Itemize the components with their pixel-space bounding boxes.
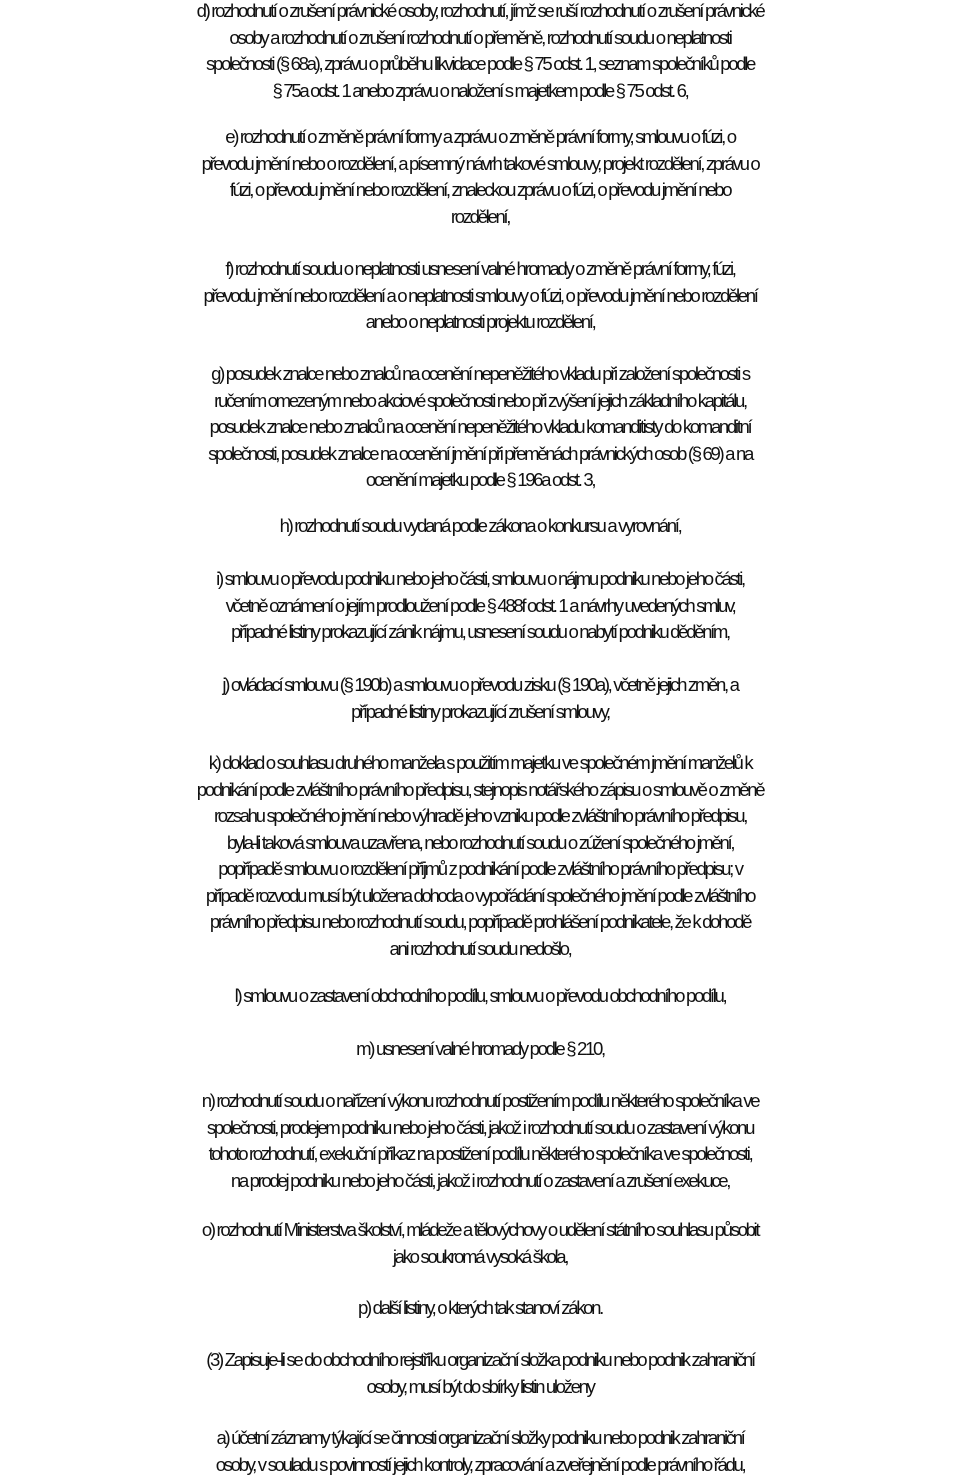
paragraph-k — [0, 750, 960, 962]
text-line: převodu jmění nebo rozdělení a o neplatnosti smlouvy o fúzi, o převodu jmění nebo rozdělení — [203, 284, 757, 306]
text-line: včetně oznámení o jejím prodloužení podle § 488f odst. 1 a návrhy uvedených smluv, — [225, 594, 735, 616]
text-line: (3) Zapisuje-li se do obchodního rejstříku organizační složka podniku nebo podnik zahraniční — [206, 1349, 754, 1370]
text-line: k) doklad o souhlasu druhého manžela s použitím majetku ve společném jmění manželů k — [208, 752, 752, 773]
paragraph-g — [0, 361, 960, 494]
text-line: j) ovládací smlouvu (§ 190b) a smlouvu o převodu zisku (§ 190a), včetně jejich změn, a — [222, 674, 738, 695]
paragraph-h — [0, 513, 960, 540]
text-line: anebo o neplatnosti projektu rozdělení, — [365, 311, 595, 332]
text-line: n) rozhodnutí soudu o nařízení výkonu rozhodnutí postižením podílu některého společníka ve — [201, 1090, 759, 1111]
paragraph-d — [0, 0, 960, 104]
text-line: m) usnesení valné hromady podle § 210, — [356, 1038, 604, 1059]
text-line: l) smlouvu o zastavení obchodního podílu, smlouvu o převodu obchodního podílu, — [234, 985, 726, 1006]
text-line: ručením omezeným nebo akciové společnosti nebo při zvýšení jejich základního kapitálu, — [214, 389, 746, 411]
text-line: převodu jmění nebo o rozdělení, a písemný návrh takové smlouvy, projekt rozdělení, zprávu o — [201, 152, 759, 174]
text-line: § 75a odst. 1 anebo zprávu o naložení s majetkem podle § 75 odst. 6, — [272, 79, 688, 101]
text-line: osoby a rozhodnutí o zrušení rozhodnutí o přeměně, rozhodnutí soudu o neplatnosti — [229, 26, 731, 48]
paragraph-section-3 — [0, 1347, 960, 1400]
text-line: rozsahu společného jmění nebo výhradě jeho vzniku podle zvláštního právního předpisu, — [213, 805, 747, 826]
text-line: f) rozhodnutí soudu o neplatnosti usnesení valné hromady o změně právní formy, fúzi, — [225, 258, 735, 279]
paragraph-e — [0, 124, 960, 230]
text-line: na prodej podniku nebo jeho části, jakož i rozhodnutí o zastavení a zrušení exekuce, — [230, 1169, 730, 1191]
text-line: popřípadě smlouvu o rozdělení příjmů z podnikání podle zvláštního právního předpisu; v — [218, 858, 742, 879]
paragraph-n — [0, 1088, 960, 1194]
paragraph-j — [0, 672, 960, 725]
paragraph-m — [0, 1036, 960, 1063]
paragraph-i — [0, 566, 960, 646]
text-line: e) rozhodnutí o změně právní formy a zprávu o změně právní formy, smlouvu o fúzi, o — [225, 126, 735, 147]
paragraph-f — [0, 256, 960, 336]
text-line: h) rozhodnutí soudu vydaná podle zákona o konkursu a vyrovnání, — [279, 515, 681, 536]
text-line: osoby, v souladu s povinností jejich kontroly, zpracování a zveřejnění podle právního řádu, — [215, 1453, 745, 1475]
paragraph-l — [0, 983, 960, 1010]
text-line: byla-li taková smlouva uzavřena, nebo rozhodnutí soudu o zúžení společného jmění, — [226, 831, 734, 853]
text-line: společnosti, prodejem podniku nebo jeho části, jakož i rozhodnutí soudu o zastavení výkonu — [206, 1116, 754, 1138]
text-line: tohoto rozhodnutí, exekuční příkaz na postižení podílu některého společníka ve společnosti, — [208, 1143, 752, 1164]
text-line: p) další listiny, o kterých tak stanoví zákon. — [358, 1297, 602, 1318]
text-line: společnosti, posudek znalce na ocenění jmění při přeměnách právnických osob (§ 69) a na — [208, 442, 752, 464]
text-line: d) rozhodnutí o zrušení právnické osoby, rozhodnutí, jímž se ruší rozhodnutí o zrušení právnické — [196, 0, 764, 21]
paragraph-o — [0, 1217, 960, 1270]
text-line: ani rozhodnutí soudu nedošlo, — [389, 937, 571, 959]
text-line: posudek znalce nebo znalců na ocenění nepeněžitého vkladu komanditisty do komanditní — [209, 416, 751, 437]
text-line: společnosti (§ 68a), zprávu o průběhu likvidace podle § 75 odst. 1, seznam společníků podle — [206, 53, 754, 74]
text-line: případě rozvodu musí být uložena dohoda o vypořádání společného jmění podle zvláštního — [205, 884, 755, 906]
text-line: i) smlouvu o převodu podniku nebo jeho části, smlouvu o nájmu podniku nebo jeho části, — [216, 568, 744, 589]
text-line: případné listiny prokazující zrušení smlouvy, — [351, 700, 609, 722]
text-line: a) účetní záznamy týkající se činnosti organizační složky podniku nebo podnik zahraniční — [216, 1427, 744, 1448]
text-line: fúzi, o převodu jmění nebo rozdělení, znaleckou zprávu o fúzi, o převodu jmění nebo — [229, 179, 731, 200]
paragraph-a — [0, 1425, 960, 1477]
text-line: jako soukromá vysoká škola, — [392, 1245, 568, 1267]
text-line: o) rozhodnutí Ministerstva školství, mládeže a tělovýchovy o udělení státního souhlasu působit — [201, 1219, 759, 1240]
text-line: právního předpisu nebo rozhodnutí soudu, popřípadě prohlášení podnikatele, že k dohodě — [209, 911, 751, 932]
text-line: podnikání podle zvláštního právního předpisu, stejnopis notářského zápisu o smlouvě o změně — [196, 778, 764, 800]
text-line: osoby, musí být do sbírky listin uloženy — [366, 1375, 594, 1397]
text-line: g) posudek znalce nebo znalců na ocenění nepeněžitého vkladu při založení společnosti s — [211, 363, 749, 384]
paragraph-p — [0, 1295, 960, 1322]
text-line: případné listiny prokazující zánik nájmu, usnesení soudu o nabytí podniku děděním, — [231, 621, 729, 642]
text-line: ocenění majetku podle § 196a odst. 3, — [365, 469, 595, 490]
text-line: rozdělení, — [450, 205, 510, 227]
